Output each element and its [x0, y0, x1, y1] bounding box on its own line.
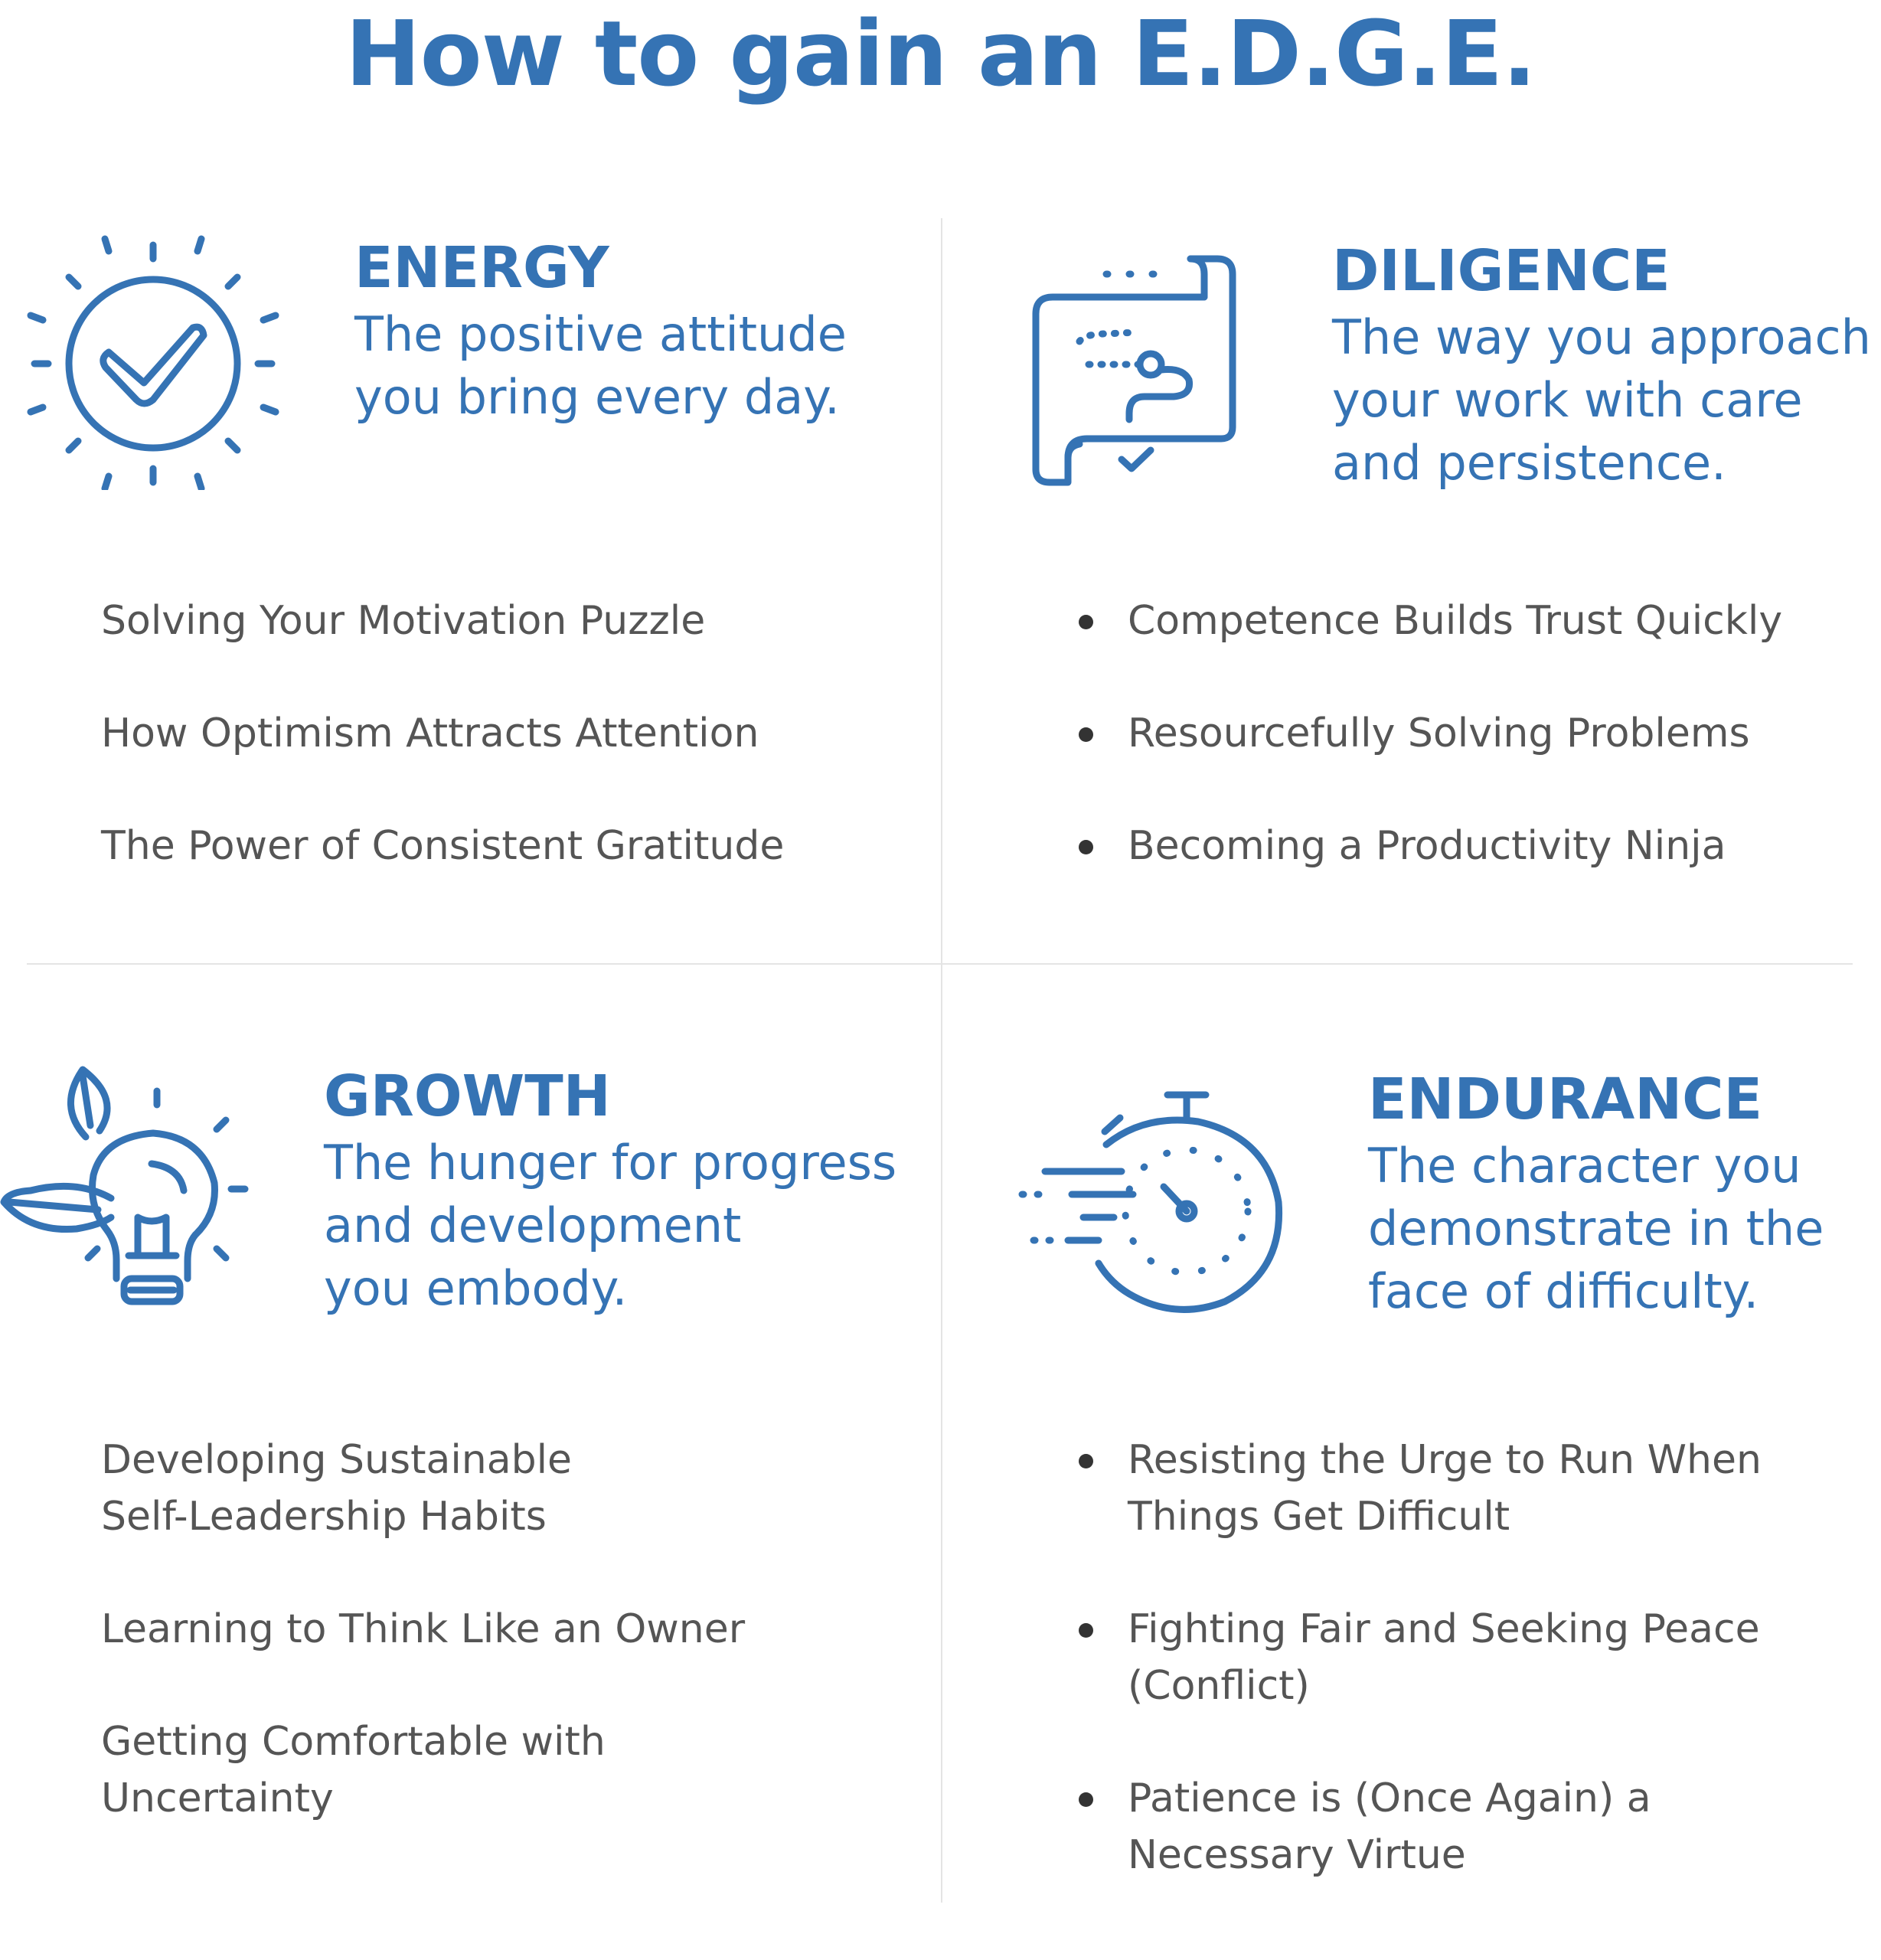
endurance-heading: ENDURANCE [1368, 1067, 1763, 1132]
list-item: Resisting the Urge to Run When Things Get Difficult [1079, 1432, 1860, 1545]
endurance-topic-list [1079, 1432, 1860, 1939]
horizontal-divider [27, 963, 1853, 965]
endurance-description: The character you demonstrate in the face of difficulty. [1368, 1138, 1824, 1319]
diligence-heading: DILIGENCE [1332, 238, 1670, 304]
scroll-path-icon [1022, 243, 1244, 488]
list-item: Fighting Fair and Seeking Peace (Conflict) [1079, 1601, 1860, 1714]
growth-topic-list [101, 1432, 905, 1883]
list-item: Patience is (Once Again) a Necessary Virtue [1079, 1770, 1860, 1883]
diligence-topic-list [1079, 593, 1860, 930]
list-item: Becoming a Productivity Ninja [1079, 818, 1860, 874]
list-item: Solving Your Motivation Puzzle [101, 598, 706, 644]
lightbulb-leaf-icon [0, 1060, 260, 1313]
list-item: Learning to Think Like an Owner [101, 1606, 746, 1652]
list-item: Developing Sustainable Self-Leadership Habits [101, 1437, 573, 1540]
growth-description: The hunger for progress and development you embody. [324, 1135, 897, 1316]
diligence-description: The way you approach your work with care and persistence. [1332, 309, 1871, 491]
list-item: The Power of Consistent Gratitude [101, 823, 785, 869]
energy-description: The positive attitude you bring every day. [354, 306, 847, 425]
sun-checkmark-icon [23, 230, 283, 490]
stopwatch-speed-icon [1014, 1087, 1290, 1317]
energy-topic-list [101, 593, 905, 930]
vertical-divider [941, 218, 942, 1903]
list-item: Resourcefully Solving Problems [1079, 705, 1860, 762]
list-item: Competence Builds Trust Quickly [1079, 593, 1860, 649]
list-item: How Optimism Attracts Attention [101, 710, 759, 756]
growth-heading: GROWTH [324, 1063, 611, 1129]
page-title: How to gain an E.D.G.E. [345, 1, 1536, 106]
energy-heading: ENERGY [354, 235, 609, 301]
list-item: Getting Comfortable with Uncertainty [101, 1719, 606, 1821]
